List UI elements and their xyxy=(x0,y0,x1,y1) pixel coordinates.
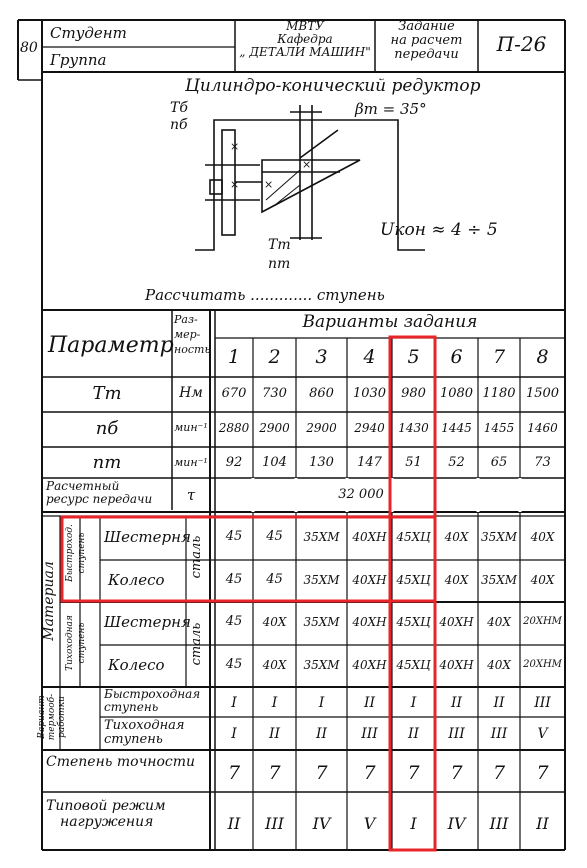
heat-fast-label xyxy=(104,688,200,714)
cell-sp-2: 40Х xyxy=(262,615,287,629)
cell-nb-7: 1455 xyxy=(483,421,515,435)
cell-acc-8: 7 xyxy=(536,762,549,784)
cell-sw-7: 40Х xyxy=(487,658,511,672)
group-label: Группа xyxy=(50,51,107,69)
cell-hf-7: II xyxy=(493,695,505,711)
cell-load-8: II xyxy=(536,814,549,833)
cell-fp-1: 45 xyxy=(225,529,243,544)
variant-6: 6 xyxy=(450,346,463,368)
cell-hs-6: III xyxy=(448,726,465,742)
cell-fp-2: 45 xyxy=(266,529,283,544)
cell-sp-4: 40ХН xyxy=(352,615,387,629)
cell-nb-6: 1445 xyxy=(441,421,472,435)
row-unit-resource: τ xyxy=(186,486,196,504)
cell-sw-2: 40Х xyxy=(262,658,287,672)
unit-header-2: мер- xyxy=(174,328,201,341)
inst-line-1: МВТУ xyxy=(286,19,324,33)
cell-load-4: V xyxy=(363,814,376,833)
cell-hf-2: I xyxy=(271,695,278,711)
slow-stage-label-b xyxy=(77,602,89,684)
cell-resource: 32 000 xyxy=(338,487,384,502)
unit-header-1: Раз- xyxy=(174,313,198,326)
page-number: 80 xyxy=(20,40,38,56)
cell-hs-7: III xyxy=(490,726,508,742)
cell-nt-8: 73 xyxy=(534,455,551,470)
resource-label-1: Расчетный xyxy=(46,479,120,493)
variant-4: 4 xyxy=(363,346,376,368)
fast-wheel-label: Колесо xyxy=(108,571,165,589)
cell-nb-5: 1430 xyxy=(398,421,429,435)
variant-8: 8 xyxy=(536,346,549,368)
cell-hf-8: III xyxy=(534,695,551,711)
cell-tt-8: 1500 xyxy=(525,386,560,401)
torque-fast: Тб xyxy=(170,100,188,116)
cell-hs-2: II xyxy=(268,726,281,742)
cell-fp-8: 40Х xyxy=(530,530,555,544)
cell-hs-5: II xyxy=(407,726,420,742)
cell-fp-7: 35ХМ xyxy=(480,530,518,544)
cell-load-7: III xyxy=(489,814,509,833)
cell-nt-7: 65 xyxy=(490,455,508,470)
cell-fp-6: 40Х xyxy=(444,530,469,544)
inst-line-3: „ ДЕТАЛИ МАШИН" xyxy=(239,45,371,59)
ratio-label: Uкон ≈ 4 ÷ 5 xyxy=(380,220,498,240)
cell-sw-8: 20ХНМ xyxy=(523,659,562,670)
variant-3: 3 xyxy=(315,346,328,368)
cell-fp-3: 35ХМ xyxy=(303,530,340,544)
cell-load-2: III xyxy=(265,814,284,833)
cell-nt-3: 130 xyxy=(309,455,334,470)
cell-fw-6: 40Х xyxy=(444,573,469,587)
cell-nt-2: 104 xyxy=(262,455,287,470)
load-label xyxy=(46,798,166,830)
row-unit-nb: мин⁻¹ xyxy=(174,421,208,434)
cell-fw-2: 45 xyxy=(266,572,283,587)
cell-fp-5: 45ХЦ xyxy=(396,530,431,544)
cell-nt-6: 52 xyxy=(448,455,465,470)
steel-label-fast: сталь xyxy=(189,535,204,579)
load-label-2: нагружения xyxy=(60,814,154,830)
cell-acc-6: 7 xyxy=(450,762,463,784)
cell-fw-3: 35ХМ xyxy=(303,573,340,587)
heat-slow-label xyxy=(104,719,185,747)
svg-text:×: × xyxy=(230,140,240,153)
cell-hs-4: III xyxy=(361,726,378,742)
cell-fw-8: 40Х xyxy=(530,573,555,587)
cell-sw-3: 35ХМ xyxy=(303,658,340,672)
cell-nb-1: 2880 xyxy=(218,421,250,435)
slow-wheel-label: Колесо xyxy=(108,656,165,674)
cell-sw-6: 40ХН xyxy=(439,658,474,672)
cell-acc-3: 7 xyxy=(315,762,328,784)
variant-7: 7 xyxy=(492,346,506,368)
heat-group-label-2: термооб- xyxy=(47,693,57,741)
variant-2: 2 xyxy=(268,346,281,368)
svg-text:×: × xyxy=(302,158,312,171)
cell-tt-6: 1080 xyxy=(439,386,474,401)
fast-stage-label xyxy=(65,512,77,594)
cell-fp-4: 40ХН xyxy=(352,530,387,544)
cell-hf-6: II xyxy=(450,695,463,711)
cell-nb-2: 2900 xyxy=(259,421,290,435)
cell-hf-1: I xyxy=(231,695,237,711)
heat-group-label-3: работки xyxy=(57,696,67,738)
unit-header-3: ность xyxy=(174,343,211,356)
fast-stage-label-2: ступень xyxy=(77,532,87,574)
cell-hs-3: II xyxy=(315,726,328,742)
cell-acc-4: 7 xyxy=(363,762,376,784)
student-label: Студент xyxy=(50,24,127,42)
helix-angle: βm = 35° xyxy=(355,100,427,118)
row-label-nt: пт xyxy=(92,452,122,473)
material-group-label: Материал xyxy=(41,561,57,641)
heat-fast-label-2: ступень xyxy=(104,700,159,714)
scheme-title: Цилиндро-конический редуктор xyxy=(185,76,481,96)
row-label-nb: пб xyxy=(95,418,119,439)
speed-fast: пб xyxy=(170,117,188,133)
row-label-tt: Тт xyxy=(92,383,122,404)
fast-pinion-label: Шестерня xyxy=(104,528,191,546)
inst-line-2: Кафедра xyxy=(277,32,333,46)
heat-fast-label-1: Быстроходная xyxy=(104,687,201,701)
institution-block xyxy=(235,20,375,59)
slow-stage-label xyxy=(65,602,77,684)
steel-label-slow: сталь xyxy=(189,622,204,666)
cell-fw-7: 35ХМ xyxy=(480,573,518,587)
cell-load-3: IV xyxy=(312,814,331,833)
cell-tt-4: 1030 xyxy=(352,386,387,401)
cell-acc-5: 7 xyxy=(407,762,420,784)
cell-fw-4: 40ХН xyxy=(352,573,387,587)
task-line-1: Задание xyxy=(398,19,455,34)
cell-sw-4: 40ХН xyxy=(352,658,387,672)
cell-sp-8: 20ХНМ xyxy=(523,616,562,627)
cell-nb-3: 2900 xyxy=(306,421,337,435)
task-code: П-26 xyxy=(496,32,547,56)
cell-tt-5: 980 xyxy=(401,386,426,401)
cell-load-5: I xyxy=(410,814,417,833)
cell-nt-1: 92 xyxy=(225,455,243,470)
cell-tt-7: 1180 xyxy=(482,386,516,401)
cell-acc-2: 7 xyxy=(268,762,281,784)
cell-load-6: IV xyxy=(447,814,466,833)
cell-fw-1: 45 xyxy=(225,572,243,587)
slow-pinion-label: Шестерня xyxy=(104,613,191,631)
cell-sp-3: 35ХМ xyxy=(303,615,340,629)
slow-stage-label-1: Тихоходная xyxy=(65,615,75,671)
cell-sp-1: 45 xyxy=(225,614,243,629)
cell-acc-1: 7 xyxy=(227,762,241,784)
svg-text:×: × xyxy=(230,178,240,191)
cell-sw-5: 45ХЦ xyxy=(396,658,431,672)
variant-1: 1 xyxy=(227,346,241,368)
row-unit-tt: Нм xyxy=(179,385,203,401)
task-line-2: на расчет xyxy=(390,33,463,48)
cell-nb-8: 1460 xyxy=(527,421,558,435)
heat-group-label-1: Вариант xyxy=(37,695,47,739)
fast-stage-label-1: Быстроход. xyxy=(65,524,75,582)
speed-slow: пт xyxy=(268,256,291,272)
unit-header xyxy=(174,312,210,357)
resource-label-2: ресурс передачи xyxy=(46,492,153,506)
cell-tt-3: 860 xyxy=(309,386,334,401)
load-label-1: Типовой режим xyxy=(46,798,166,814)
fast-stage-label-b xyxy=(77,512,89,594)
variant-5: 5 xyxy=(407,346,420,368)
cell-sp-5: 45ХЦ xyxy=(396,615,431,629)
cell-hf-5: I xyxy=(410,695,417,711)
task-line-3: передачи xyxy=(394,47,459,62)
accuracy-label: Степень точности xyxy=(46,754,196,770)
cell-nt-4: 147 xyxy=(357,455,382,470)
cell-acc-7: 7 xyxy=(492,762,506,784)
cell-hs-1: I xyxy=(231,726,237,742)
cell-tt-1: 670 xyxy=(221,386,247,401)
cell-sp-6: 40ХН xyxy=(439,615,474,629)
variants-header: Варианты задания xyxy=(302,312,478,332)
cell-hf-4: II xyxy=(363,695,376,711)
row-unit-nt: мин⁻¹ xyxy=(174,456,208,469)
cell-fw-5: 45ХЦ xyxy=(396,573,431,587)
cell-sw-1: 45 xyxy=(225,657,243,672)
cell-tt-2: 730 xyxy=(262,386,287,401)
cell-sp-7: 40Х xyxy=(487,615,511,629)
heat-slow-label-2: ступень xyxy=(104,732,163,747)
cell-nb-4: 2940 xyxy=(354,421,385,435)
cell-load-1: II xyxy=(227,814,241,833)
row-label-resource xyxy=(46,480,152,506)
slow-stage-label-2: ступень xyxy=(77,622,87,664)
compute-line: Рассчитать ............. ступень xyxy=(145,286,385,304)
heat-slow-label-1: Тихоходная xyxy=(104,718,185,733)
cell-nt-5: 51 xyxy=(405,455,422,470)
svg-text:×: × xyxy=(264,178,274,191)
torque-slow: Тт xyxy=(268,237,291,253)
task-block xyxy=(375,20,478,62)
cell-hs-8: V xyxy=(537,726,548,742)
cell-hf-3: I xyxy=(318,695,325,711)
param-header: Параметр xyxy=(48,333,174,358)
